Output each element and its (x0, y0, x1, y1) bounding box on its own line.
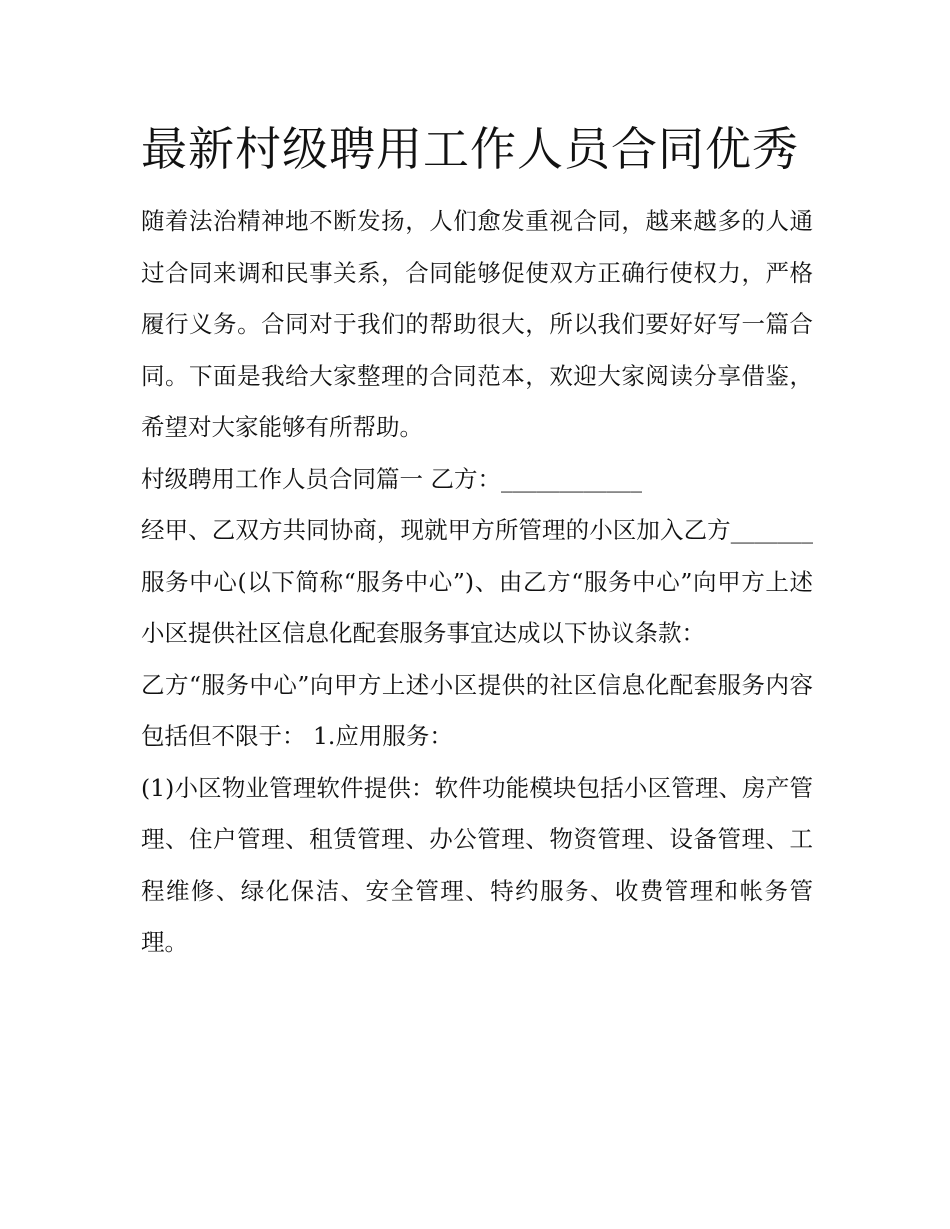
document-body (141, 112, 813, 969)
agreement-paragraph: 经甲、乙双方共同协商，现就甲方所管理的小区加入乙方_______服务中心(以下简称“服务中心”)、由乙方“服务中心”向甲方上述小区提供社区信息化配套服务事宜达成以下协议条款： (141, 516, 813, 647)
service-content-paragraph: 乙方“服务中心”向甲方上述小区提供的社区信息化配套服务内容包括但不限于： 1.应用服务： (141, 670, 813, 750)
software-module-paragraph: (1)小区物业管理软件提供：软件功能模块包括小区管理、房产管理、住户管理、租赁管理、办公管理、物资管理、设备管理、工程维修、绿化保洁、安全管理、特约服务、收费管理和帐务管理。 (141, 773, 813, 956)
contract-heading-paragraph: 村级聘用工作人员合同篇一 乙方：____________ (141, 464, 642, 493)
intro-paragraph: 随着法治精神地不断发扬，人们愈发重视合同，越来越多的人通过合同来调和民事关系，合同能够促使双方正确行使权力，严格履行义务。合同对于我们的帮助很大，所以我们要好好写一篇合同。下面是我给大家整理的合同范本，欢迎大家阅读分享借鉴，希望对大家能够有所帮助。 (141, 207, 813, 441)
document-title: 最新村级聘用工作人员合同优秀 (141, 122, 799, 176)
